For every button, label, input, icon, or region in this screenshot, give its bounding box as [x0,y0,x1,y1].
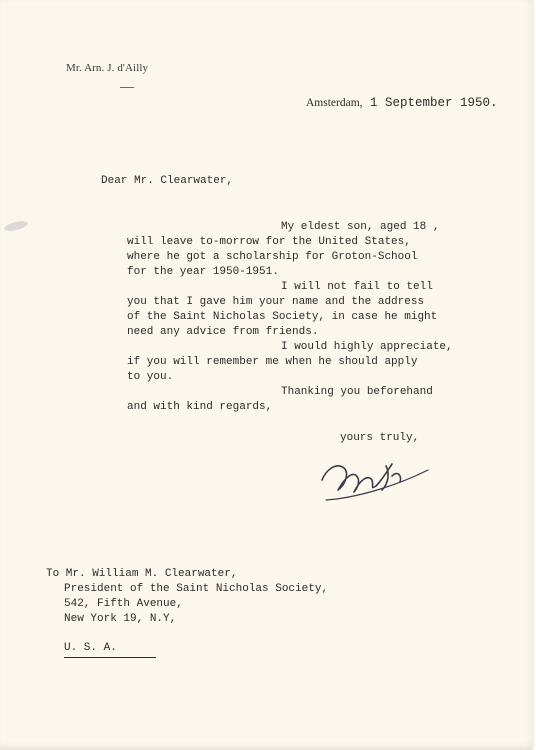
body-line: you that I gave him your name and the address [127,296,425,308]
address-line: To Mr. William M. Clearwater, [46,568,238,580]
address-line: New York 19, N.Y, [64,613,177,625]
body-line: where he got a scholarship for Groton-School [127,251,418,263]
address-underline [64,657,156,658]
body-line: My eldest son, aged 18 , [281,221,440,233]
closing: yours truly, [340,432,420,444]
dateline [306,93,498,111]
body-line: will leave to-morrow for the United States, [127,236,411,248]
letterhead-name: Mr. Arn. J. d'Ailly [66,62,149,74]
date-value: 1 September 1950. [362,96,498,110]
signature-mark [316,440,436,510]
ink-smudge [3,219,28,233]
letterhead-underline [120,87,134,88]
address-line: 542, Fifth Avenue, [64,598,183,610]
address-line: U. S. A. [64,642,117,654]
body-line: I will not fail to tell [281,281,433,293]
address-line: President of the Saint Nicholas Society, [64,583,329,595]
body-line: of the Saint Nicholas Society, in case he might [127,311,438,323]
body-line: I would highly appreciate, [281,341,453,353]
body-line: if you will remember me when he should apply [127,356,418,368]
body-line: need any advice from friends. [127,326,319,338]
body-line: for the year 1950-1951. [127,266,279,278]
body-line: and with kind regards, [127,401,273,413]
body-line: to you. [127,371,174,383]
salutation: Dear Mr. Clearwater, [101,175,234,187]
page-edge [532,0,536,750]
date-place: Amsterdam, [306,97,363,109]
body-line: Thanking you beforehand [281,386,433,398]
